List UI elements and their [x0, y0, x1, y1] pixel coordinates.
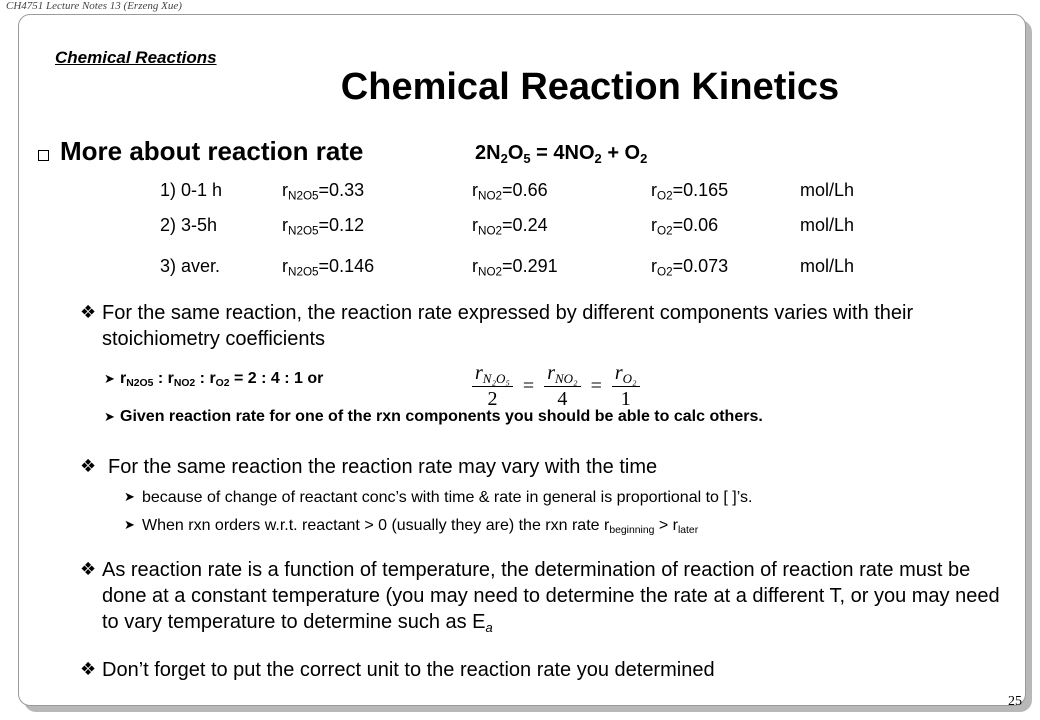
bullet4-text: Don’t forget to put the correct unit to the reaction rate you determined: [102, 659, 715, 681]
frac-r: r: [614, 362, 623, 384]
reaction-equation: [475, 142, 647, 165]
ratio-r: r: [120, 370, 127, 387]
rate-n2o5: $r_{N2O5}=0.146$: [282, 256, 375, 279]
rate-row-label: 2) 3-5h: [160, 215, 218, 235]
fraction: [544, 362, 580, 411]
rate-no2: $r_{NO2}=0.291$: [472, 256, 558, 279]
bullet3-text: [102, 557, 1002, 635]
bullet3-sub: a: [485, 619, 493, 635]
rate-row-label: 1) 0-1 h: [160, 180, 223, 200]
eq-part: 2N: [475, 142, 501, 164]
eq-sub: 2: [594, 150, 602, 166]
eq-sub: 2: [500, 150, 508, 166]
equals-sign: =: [522, 375, 535, 397]
sub2-text: When rxn orders w.r.t. reactant > 0 (usually they are) the rxn rate r: [142, 517, 610, 534]
eq-part: + O: [601, 142, 641, 164]
equals-sign: =: [590, 375, 602, 397]
rate-o2: $r_{O2}=0.06$: [651, 215, 719, 238]
ratio-sep: : r: [153, 370, 174, 387]
frac-r: r: [547, 362, 555, 384]
rate-n2o5: $r_{N2O5}=0.12$: [282, 215, 365, 238]
bullet1-sub2: Given reaction rate for one of the rxn components you should be able to calc others.: [120, 408, 763, 425]
ratio-end: = 2 : 4 : 1 or: [229, 370, 324, 387]
rate-n2o5: $r_{N2O5}=0.33$: [282, 180, 365, 203]
rate-row-label: 3) aver.: [160, 256, 221, 276]
bullet2-sub1: because of change of reactant conc’s with time & rate in general is proportional to [ ]’s.: [142, 489, 753, 506]
bullet2-sub2: [142, 517, 698, 535]
rate-o2: $r_{O2}=0.073$: [651, 256, 729, 279]
fraction-numerator: [472, 362, 513, 387]
eq-sub: 2: [640, 150, 648, 166]
ratio-line: [120, 370, 323, 388]
rate-o2: $r_{O2}=0.165$: [651, 180, 729, 203]
fraction-denominator: 4: [557, 388, 568, 410]
slide-title: [0, 66, 1040, 109]
rate-unit: mol/Lh: [800, 215, 855, 235]
frac-sub: O₂: [622, 370, 637, 386]
fraction: [472, 362, 513, 411]
sub2-beginning: beginning: [609, 525, 655, 537]
rate-unit: mol/Lh: [800, 180, 855, 200]
bullet-icon: ❖: [80, 456, 97, 477]
bullet-icon: ❖: [80, 659, 97, 680]
heading: More about reaction rate: [60, 136, 364, 166]
ratio-sub: NO2: [173, 378, 196, 390]
fraction-numerator: [612, 362, 640, 387]
bullet3-body: As reaction rate is a function of temperature, the determination of reaction of reaction rate must be done at a constant temperature (you may need to determine the rate at a different T, or you may need to vary temperature to determine such as E: [102, 559, 1000, 633]
arrow-bullet-icon: ➤: [124, 490, 135, 505]
bullet2-text: For the same reaction the reaction rate may vary with the time: [108, 456, 658, 478]
section-title: Chemical Reactions: [55, 48, 217, 67]
fraction: [612, 362, 640, 411]
ratio-sub: O2: [215, 378, 230, 390]
eq-sub: 5: [523, 150, 531, 166]
arrow-bullet-icon: ➤: [104, 410, 115, 425]
square-bullet-icon: [38, 150, 49, 161]
arrow-bullet-icon: ➤: [124, 518, 135, 533]
arrow-bullet-icon: ➤: [104, 372, 115, 387]
ratio-sep: : r: [195, 370, 216, 387]
sub2-later: later: [677, 525, 699, 537]
page-number: 25: [1008, 694, 1022, 709]
frac-r: r: [475, 362, 483, 384]
bullet-icon: ❖: [80, 302, 97, 323]
eq-part: = 4NO: [530, 142, 595, 164]
eq-part: O: [507, 142, 524, 164]
course-note-header: CH4751 Lecture Notes 13 (Erzeng Xue): [6, 0, 182, 12]
fraction-numerator: [544, 362, 580, 387]
rate-no2: $r_{NO2}=0.66$: [472, 180, 548, 203]
sub2-gt: > r: [654, 517, 678, 534]
ratio-sub: N2O5: [126, 378, 154, 390]
rate-no2: $r_{NO2}=0.24$: [472, 215, 548, 238]
rate-unit: mol/Lh: [800, 256, 855, 276]
bullet1-text: For the same reaction, the reaction rate expressed by different components varies with their stoichiometry coefficients: [102, 302, 914, 350]
fraction-denominator: 2: [487, 388, 498, 410]
frac-sub: N₂O₅: [482, 370, 510, 386]
rate-fraction-equation: [468, 362, 644, 411]
bullet-icon: ❖: [80, 559, 97, 580]
slide-title-text: Chemical Reaction Kinetics: [340, 66, 840, 108]
frac-sub: NO₂: [554, 370, 578, 386]
fraction-denominator: 1: [620, 388, 631, 410]
